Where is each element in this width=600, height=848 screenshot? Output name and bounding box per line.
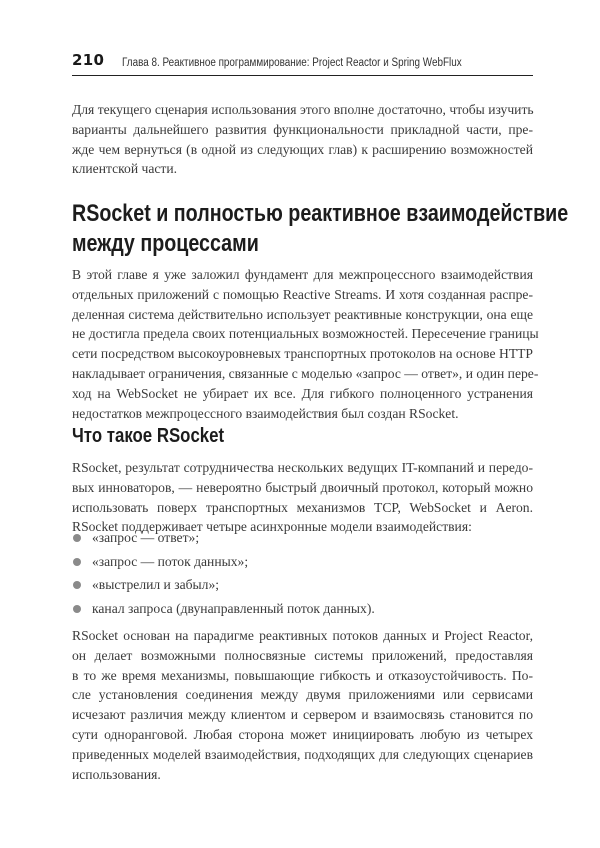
running-header bbox=[72, 50, 533, 76]
list-item-text: канал запроса (двунаправленный поток данных). bbox=[92, 600, 375, 616]
text-line: приведенных моделей взаимодействия, подходящих для следующих сценариев bbox=[72, 746, 533, 762]
text-line: исчезают различия между клиентом и сервером и взаимосвязь становится по bbox=[72, 707, 533, 723]
text-line: не достигла предела своих потенциальных возможностей. Пересечение границы bbox=[72, 326, 539, 342]
text-line: сути одноранговой. Любая сторона может инициировать любую из четырех bbox=[72, 726, 533, 742]
list-item bbox=[72, 552, 533, 576]
text-line: RSocket основан на парадигме реактивных потоков данных и Project Reactor, bbox=[72, 628, 533, 643]
text-line: В этой главе я уже заложил фундамент для межпроцессного взаимодействия bbox=[72, 267, 533, 282]
subsection-paragraph-2 bbox=[72, 626, 533, 784]
text-line: накладывает ограничения, связанные с моделью «запрос — ответ», и один пере- bbox=[72, 365, 539, 381]
subsection-paragraph-1 bbox=[72, 458, 533, 537]
bullet-icon bbox=[73, 581, 81, 589]
text-line: недостатков межпроцессного взаимодействия был создан RSocket. bbox=[72, 405, 459, 421]
heading-line: RSocket и полностью реактивное взаимодействие bbox=[72, 200, 569, 227]
text-line: деленная система действительно использует реактивные конструкции, она еще bbox=[72, 306, 533, 322]
text-line: использования. bbox=[72, 766, 161, 782]
text-line: сети посредством высокоуровневых транспортных протоколов на основе HTTP bbox=[72, 346, 533, 362]
bullet-icon bbox=[73, 558, 81, 566]
list-item-text: «запрос — поток данных»; bbox=[92, 553, 249, 569]
text-line: жде чем вернуться (в одной из следующих глав) к расширению возможностей bbox=[72, 141, 533, 157]
list-item bbox=[72, 599, 533, 623]
text-line: Для текущего сценария использования этого вполне достаточно, чтобы изучить bbox=[72, 102, 534, 117]
list-item-text: «запрос — ответ»; bbox=[92, 530, 200, 545]
bullet-icon bbox=[73, 605, 81, 613]
text-line: ход на WebSocket не убирает их все. Для гибкого полноценного устранения bbox=[72, 385, 533, 401]
list-item bbox=[72, 575, 533, 599]
list-item-text: «выстрелил и забыл»; bbox=[92, 577, 220, 592]
text-line: варианты дальнейшего развития функциональности прикладной части, пре- bbox=[72, 121, 533, 137]
subsection-heading: Что такое RSocket bbox=[72, 424, 225, 447]
text-line: использовать поверх транспортных механизмов TCP, WebSocket и Aeron. bbox=[72, 499, 533, 515]
interaction-models-list bbox=[72, 528, 533, 622]
section-heading bbox=[72, 199, 569, 259]
text-line: RSocket поддерживает четыре асинхронные модели взаимодействия: bbox=[72, 519, 472, 535]
text-line: в то же время механизмы, повышающие гибкость и отказоустойчивость. По- bbox=[72, 667, 533, 683]
bullet-icon bbox=[73, 534, 81, 542]
text-line: сле установления соединения между двумя приложениями или сервисами bbox=[72, 687, 533, 703]
text-line: вых инноваторов, — невероятно быстрый двоичный протокол, который можно bbox=[72, 479, 533, 495]
text-line: RSocket, результат сотрудничества нескольких ведущих IT-компаний и передо- bbox=[72, 460, 533, 475]
list-item bbox=[72, 528, 533, 552]
text-line: отдельных приложений с помощью Reactive Streams. И хотя созданная распре- bbox=[72, 286, 533, 302]
running-title: Глава 8. Реактивное программирование: Project Reactor и Spring WebFlux bbox=[122, 57, 462, 69]
section-paragraph bbox=[72, 265, 539, 423]
text-line: клиентской части. bbox=[72, 161, 178, 177]
text-line: он делает возможными полносвязные системы приложений, предоставляя bbox=[72, 647, 533, 663]
page-number: 210 bbox=[72, 51, 105, 69]
heading-line: между процессами bbox=[72, 230, 259, 257]
intro-paragraph bbox=[72, 100, 533, 179]
